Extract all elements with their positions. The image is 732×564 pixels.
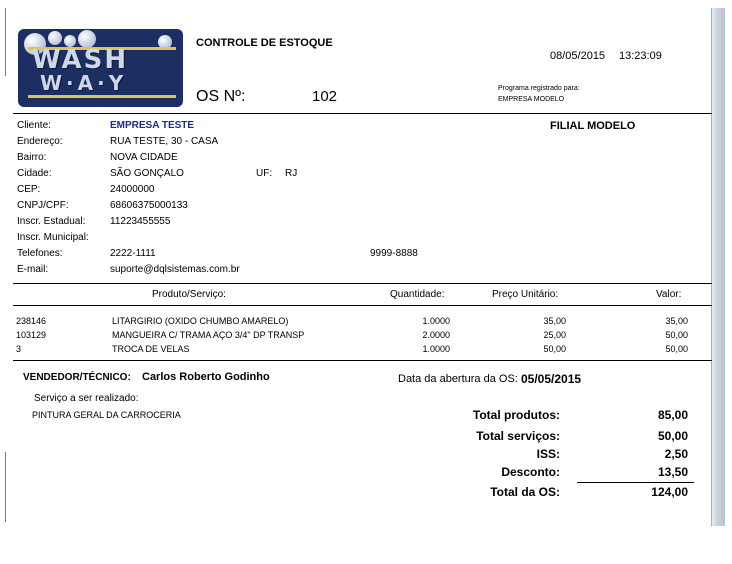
client-city: SÃO GONÇALO xyxy=(110,168,184,179)
label-im: Inscr. Municipal: xyxy=(17,232,89,243)
vendor-name: Carlos Roberto Godinho xyxy=(142,371,270,383)
header-preco: Preço Unitário: xyxy=(492,289,559,300)
divider xyxy=(13,305,712,306)
print-time: 13:23:09 xyxy=(619,50,662,62)
total-value: 50,00 xyxy=(657,429,688,443)
total-value: 13,50 xyxy=(657,465,688,479)
total-value: 2,50 xyxy=(664,447,688,461)
label-cnpj: CNPJ/CPF: xyxy=(17,200,69,211)
client-bairro: NOVA CIDADE xyxy=(110,152,178,163)
registered-label: Programa registrado para: xyxy=(498,85,580,92)
header-quantidade: Quantidade: xyxy=(390,289,445,300)
client-ie: 11223455555 xyxy=(110,216,171,227)
opening-date: 05/05/2015 xyxy=(521,372,582,386)
row-quantity: 1.0000 xyxy=(422,316,450,326)
label-uf: UF: xyxy=(256,168,273,179)
row-unit-price: 35,00 xyxy=(543,316,566,326)
client-address: RUA TESTE, 30 - CASA xyxy=(110,136,219,147)
company-logo xyxy=(18,29,183,107)
label-telefones: Telefones: xyxy=(17,248,63,259)
client-cep: 24000000 xyxy=(110,184,155,195)
total-label: Desconto: xyxy=(501,465,560,479)
header-produto: Produto/Serviço: xyxy=(152,289,226,300)
total-value: 85,00 xyxy=(657,408,688,422)
window-left-border xyxy=(5,452,6,522)
divider xyxy=(13,360,712,361)
row-description: LITARGIRIO (OXIDO CHUMBO AMARELO) xyxy=(112,316,289,326)
divider xyxy=(13,283,712,284)
client-uf: RJ xyxy=(285,168,298,179)
row-unit-price: 25,00 xyxy=(543,330,566,340)
row-code: 238146 xyxy=(16,316,47,326)
client-email: suporte@dqlsistemas.com.br xyxy=(110,264,240,275)
service-description: PINTURA GERAL DA CARROCERIA xyxy=(32,410,181,420)
vendor-label: VENDEDOR/TÉCNICO: xyxy=(23,372,131,383)
service-label: Serviço a ser realizado: xyxy=(34,393,139,404)
row-code: 3 xyxy=(16,344,22,354)
window-right-border xyxy=(711,8,725,526)
total-divider xyxy=(577,482,694,483)
opening-label: Data da abertura da OS: xyxy=(398,373,518,385)
client-cnpj: 68606375000133 xyxy=(110,200,188,211)
os-label: OS Nº: xyxy=(196,88,246,105)
row-description: MANGUEIRA C/ TRAMA AÇO 3/4" DP TRANSP xyxy=(112,330,305,340)
divider xyxy=(13,113,712,114)
client-phone1: 2222-1111 xyxy=(110,248,156,259)
registered-to: EMPRESA MODELO xyxy=(498,96,565,103)
total-label: ISS: xyxy=(536,447,560,461)
total-label: Total da OS: xyxy=(490,485,560,499)
label-ie: Inscr. Estadual: xyxy=(17,216,86,227)
logo-text: WASH xyxy=(32,45,129,75)
label-cliente: Cliente: xyxy=(17,120,51,131)
window-left-border xyxy=(5,8,6,76)
total-label: Total serviços: xyxy=(476,429,560,443)
row-quantity: 1.0000 xyxy=(422,344,450,354)
filial-name: FILIAL MODELO xyxy=(550,120,636,132)
os-number: 102 xyxy=(312,88,338,105)
row-value: 35,00 xyxy=(665,316,688,326)
total-label: Total produtos: xyxy=(472,408,560,422)
logo-text: W·A·Y xyxy=(40,71,128,95)
row-unit-price: 50,00 xyxy=(543,344,566,354)
header-valor: Valor: xyxy=(656,289,682,300)
client-name: EMPRESA TESTE xyxy=(110,120,195,131)
total-value: 124,00 xyxy=(651,485,688,499)
row-code: 103129 xyxy=(16,330,47,340)
row-quantity: 2.0000 xyxy=(422,330,450,340)
label-email: E-mail: xyxy=(17,264,49,275)
print-date: 08/05/2015 xyxy=(550,50,606,62)
row-description: TROCA DE VELAS xyxy=(112,344,190,354)
label-bairro: Bairro: xyxy=(17,152,47,163)
client-phone2: 9999-8888 xyxy=(370,248,418,259)
row-value: 50,00 xyxy=(665,330,688,340)
label-endereco: Endereço: xyxy=(17,136,63,147)
label-cep: CEP: xyxy=(17,184,41,195)
row-value: 50,00 xyxy=(665,344,688,354)
report-title: CONTROLE DE ESTOQUE xyxy=(196,37,333,49)
label-cidade: Cidade: xyxy=(17,168,52,179)
